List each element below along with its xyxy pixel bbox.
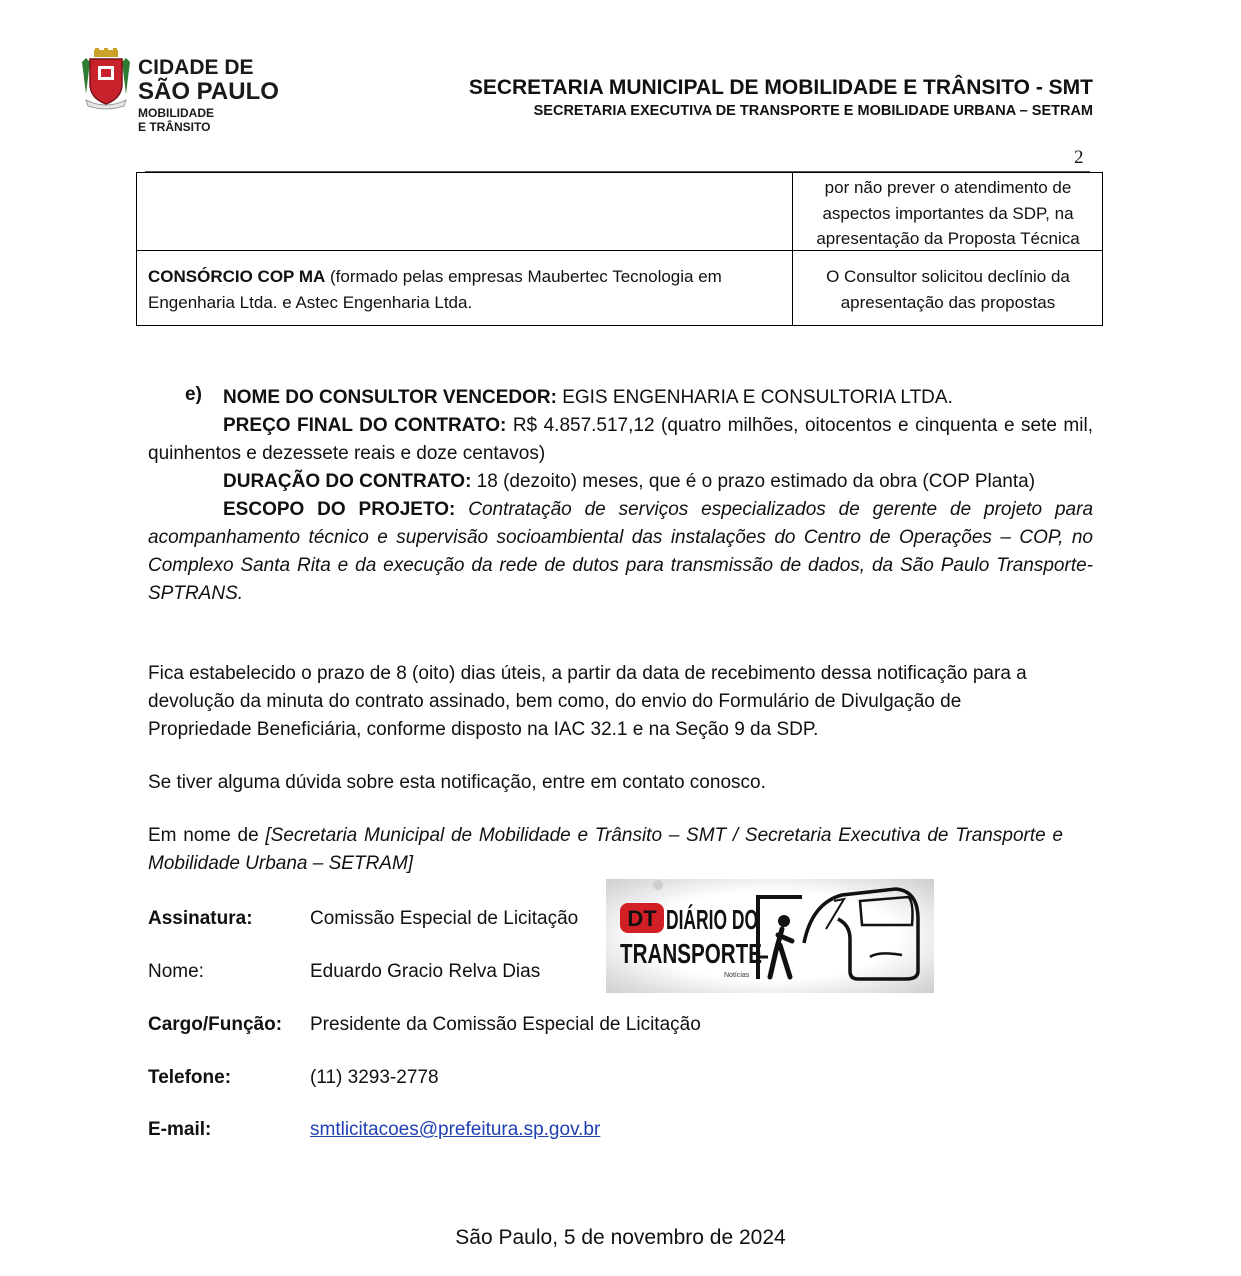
assinatura-value: Comissão Especial de Licitação [310,908,579,929]
telefone-label: Telefone: [148,1067,232,1088]
duration-label: DURAÇÃO DO CONTRATO: [223,471,472,492]
duration-line [148,468,1093,496]
logo-text-line: CIDADE DE [138,56,254,79]
on-behalf-entity: [Secretaria Municipal de Mobilidade e Trânsito – SMT / Secretaria Executiva de Transporte e Mobilidade Urbana – SETRAM] [148,825,1063,874]
winner-value: EGIS ENGENHARIA E CONSULTORIA LTDA. [556,387,953,408]
logo-text-line: E TRÂNSITO [138,120,211,134]
winner-label: NOME DO CONSULTOR VENCEDOR: [223,387,557,408]
table-cell [148,264,788,315]
table-cell: O Consultor solicitou declínio da apresentação das propostas [826,267,1070,312]
winner-line [148,384,1093,412]
email-label: E-mail: [148,1119,212,1140]
nome-label: Nome: [148,961,204,982]
cargo-label: Cargo/Função: [148,1014,283,1035]
section-marker: e) [185,384,202,405]
scope-value: Contratação de serviços especializados de gerente de projeto para acompanhamento técnico e supervisão socioambiental das instalações do Centro de Operações – COP, no Complexo Santa Rita e da execução da rede de dutos para transmissão de dados, da São Paulo Transporte- SPTRANS. [148,499,1094,604]
price-value: R$ 4.857.517,12 (quatro milhões, oitocentos e cinquenta e sete mil, quinhentos e dezessete reais e doze centavos) [148,415,1093,464]
scope-label: ESCOPO DO PROJETO: [223,499,456,520]
telefone-value: (11) 3293-2778 [310,1067,439,1088]
table-cell: por não prever o atendimento de aspectos importantes da SDP, na apresentação da Proposta Técnica [816,178,1080,248]
deadline-paragraph: Fica estabelecido o prazo de 8 (oito) dias úteis, a partir da data de recebimento dessa notificação para a devolução da minuta do contrato assinado, bem como, do envio do Formulário de Divulgação de Propriedade Beneficiária, conforme disposto na IAC 32.1 e na Seção 9 da SDP. [148,663,1027,740]
page-number: 2 [1074,147,1084,168]
secretariat-subtitle: SECRETARIA EXECUTIVA DE TRANSPORTE E MOBILIDADE URBANA – SETRAM [533,103,1093,119]
proposals-table [136,172,1103,326]
stamp-small: Notícias [724,972,750,979]
logo-text-line: SÃO PAULO [138,78,279,105]
consortium-description: (formado pelas empresas Maubertec Tecnologia em Engenharia Ltda. e Astec Engenharia Ltda. [148,267,722,312]
footer-date: São Paulo, 5 de novembro de 2024 [455,1226,786,1249]
logo-text-line: MOBILIDADE [138,106,214,120]
on-behalf-paragraph [148,822,1063,878]
scope-paragraph [148,496,1093,608]
consortium-name: CONSÓRCIO COP MA [148,267,326,286]
cargo-value: Presidente da Comissão Especial de Licitação [310,1014,701,1035]
stamp-badge: DT [627,906,657,931]
city-logo [80,48,295,140]
on-behalf-prefix: Em nome de [148,825,266,846]
stamp-line1: DIÁRIO DO [666,904,758,935]
duration-value: 18 (dezoito) meses, que é o prazo estimado da obra (COP Planta) [471,471,1036,492]
stamp-line2: TRANSPORTE [620,938,762,969]
secretariat-title: SECRETARIA MUNICIPAL DE MOBILIDADE E TRÂNSITO - SMT [468,76,1093,99]
nome-value: Eduardo Gracio Relva Dias [310,961,541,982]
diario-do-transporte-logo [606,879,934,993]
assinatura-label: Assinatura: [148,908,253,929]
doubts-paragraph: Se tiver alguma dúvida sobre esta notificação, entre em contato conosco. [148,772,766,793]
price-label: PREÇO FINAL DO CONTRATO: [223,415,507,436]
coat-of-arms-icon [80,48,132,110]
price-paragraph [148,412,1093,468]
email-link[interactable]: smtlicitacoes@prefeitura.sp.gov.br [310,1119,601,1140]
